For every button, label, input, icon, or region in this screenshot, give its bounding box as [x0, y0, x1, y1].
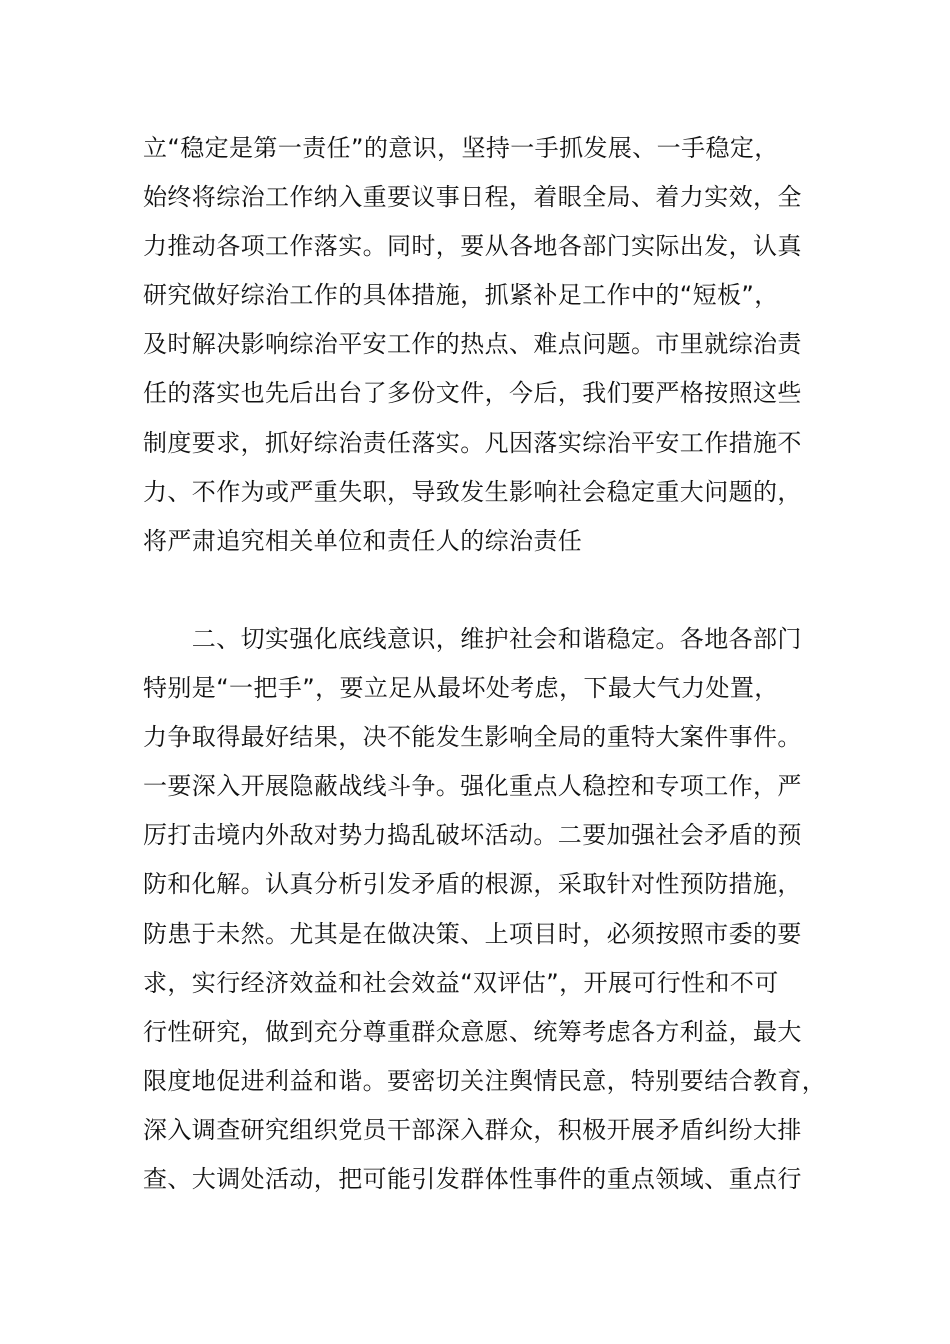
text-line: 研究做好综治工作的具体措施，抓紧补足工作中的“短板”，: [143, 281, 779, 310]
paragraph-gap: [143, 566, 808, 615]
text-line: 制度要求，抓好综治责任落实。凡因落实综治平安工作措施不: [143, 428, 802, 457]
text-line: 特别是“一把手”，要立足从最坏处考虑，下最大气力处置，: [143, 674, 779, 703]
document-body: [143, 124, 827, 1204]
text-line: 将严肃追究相关单位和责任人的综治责任: [143, 526, 583, 555]
text-line: 始终将综治工作纳入重要议事日程，着眼全局、着力实效，全: [143, 183, 802, 212]
text-line: 防和化解。认真分析引发矛盾的根源，采取针对性预防措施，: [143, 870, 802, 899]
text-line: 求，实行经济效益和社会效益“双评估”，开展可行性和不可: [143, 968, 779, 997]
text-line: 行性研究，做到充分尊重群众意愿、统筹考虑各方利益，最大: [143, 1017, 802, 1046]
text-line: 一要深入开展隐蔽战线斗争。强化重点人稳控和专项工作，严: [143, 772, 802, 801]
text-line: 力争取得最好结果，决不能发生影响全局的重特大案件事件。: [143, 723, 802, 752]
text-line: 立“稳定是第一责任”的意识，坚持一手抓发展、一手稳定，: [143, 134, 779, 162]
text-line: 防患于未然。尤其是在做决策、上项目时，必须按照市委的要: [143, 919, 802, 948]
text-line: 任的落实也先后出台了多份文件，今后，我们要严格按照这些: [143, 379, 802, 408]
text-line: 限度地促进利益和谐。要密切关注舆情民意，特别要结合教育，: [143, 1066, 827, 1095]
text-line: 深入调查研究组织党员干部深入群众，积极开展矛盾纠纷大排: [143, 1115, 802, 1144]
text-line: 查、大调处活动，把可能引发群体性事件的重点领域、重点行: [143, 1164, 802, 1193]
paragraph-2: [143, 615, 827, 1204]
text-line: 力推动各项工作落实。同时，要从各地各部门实际出发，认真: [143, 232, 802, 261]
paragraph-1: [143, 124, 808, 566]
text-line: 及时解决影响综治平安工作的热点、难点问题。市里就综治责: [143, 330, 802, 359]
text-line: 力、不作为或严重失职，导致发生影响社会稳定重大问题的，: [143, 477, 802, 506]
text-line: 二、切实强化底线意识，维护社会和谐稳定。各地各部门: [143, 624, 802, 653]
text-line: 厉打击境内外敌对势力捣乱破坏活动。二要加强社会矛盾的预: [143, 821, 802, 850]
